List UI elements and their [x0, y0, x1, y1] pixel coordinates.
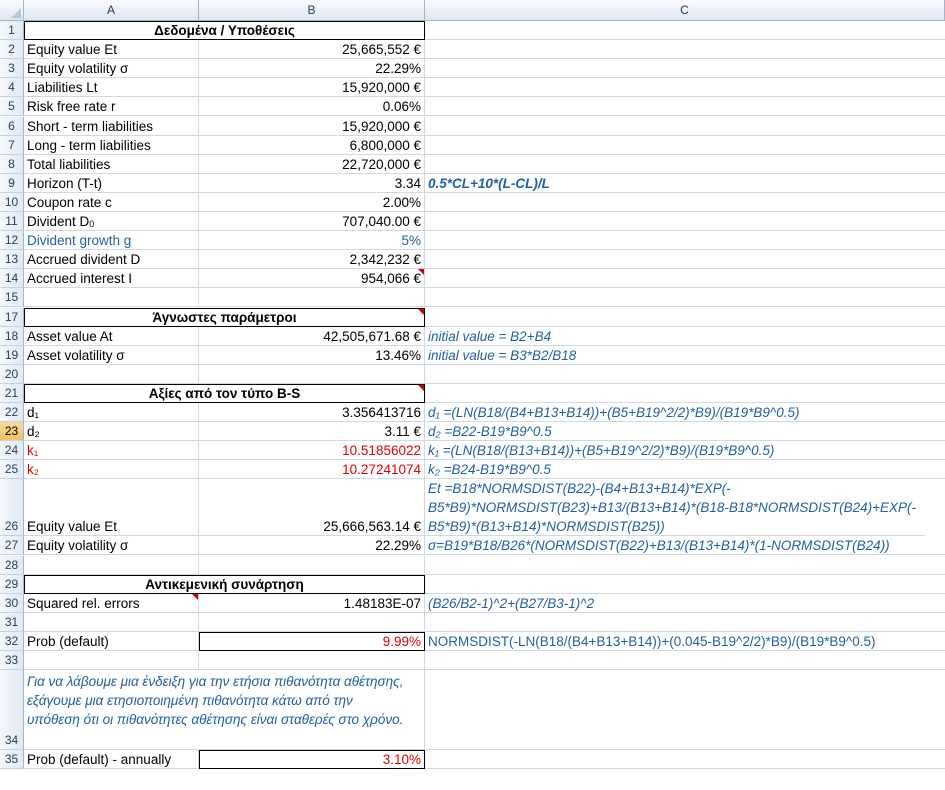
cell-b[interactable]: 1.48183E-07	[199, 594, 425, 613]
cell-a[interactable]	[24, 117, 199, 136]
cell-c[interactable]	[425, 575, 945, 594]
cell-b[interactable]: 954,066 €	[199, 269, 425, 288]
cell-c[interactable]	[425, 613, 945, 632]
cell-a-text: d₂	[27, 424, 40, 440]
cell-a-text: Risk free rate r	[27, 99, 116, 115]
cell-a-text: Equity volatility σ	[27, 61, 129, 77]
cell-a-text: Squared rel. errors	[27, 595, 140, 611]
cell-a[interactable]	[24, 556, 199, 575]
cell-a[interactable]	[24, 346, 199, 365]
cell-b[interactable]	[199, 651, 425, 670]
cell-a[interactable]	[24, 670, 425, 750]
cell-c[interactable]	[425, 269, 945, 288]
cell-a-text: Prob (default)	[27, 633, 109, 649]
cell-a-text: d₁	[27, 405, 40, 421]
cell-c[interactable]: 0.5*CL+10*(L-CL)/L	[425, 174, 945, 193]
row-header[interactable]: 25	[0, 460, 24, 479]
cell-b[interactable]: 13.46%	[199, 346, 425, 365]
sheet-row	[0, 479, 945, 536]
cell-b[interactable]: 42,505,671.68 €	[199, 327, 425, 346]
cell-a-text: Accrued divident D	[27, 252, 141, 268]
cell-a[interactable]	[24, 231, 199, 250]
cell-c[interactable]	[425, 136, 945, 155]
cell-a[interactable]	[24, 250, 199, 269]
sheet-row	[0, 670, 945, 750]
cell-a-text: Short - term liabilities	[27, 118, 154, 134]
cell-a[interactable]	[24, 327, 199, 346]
column-header-c[interactable]: C	[425, 0, 945, 21]
cell-a[interactable]	[24, 750, 199, 769]
sheet-row	[0, 136, 945, 155]
row-header[interactable]: 19	[0, 346, 24, 365]
sheet-row	[0, 594, 945, 613]
sheet-row	[0, 422, 945, 441]
cell-a[interactable]	[24, 441, 199, 460]
cell-b[interactable]: 2,342,232 €	[199, 250, 425, 269]
row-header[interactable]: 1	[0, 21, 24, 40]
cell-b[interactable]: 707,040.00 €	[199, 212, 425, 231]
cell-a[interactable]	[24, 193, 199, 212]
row-header[interactable]: 18	[0, 327, 24, 346]
sheet-row	[0, 327, 945, 346]
sheet-row	[0, 21, 945, 40]
cell-c[interactable]: d₁ =(LN(B18/(B4+B13+B14))+(B5+B19^2/2)*B9)/(B19*B9^0.5)	[425, 403, 945, 422]
row-header[interactable]: 31	[0, 613, 24, 632]
sheet-row	[0, 750, 945, 769]
cell-c[interactable]: initial value = B2+B4	[425, 327, 945, 346]
sheet-row	[0, 575, 945, 594]
cell-a[interactable]	[24, 536, 199, 555]
row-header[interactable]: 4	[0, 78, 24, 97]
cell-b[interactable]: 25,665,552 €	[199, 40, 425, 59]
row-header[interactable]: 23	[0, 422, 24, 441]
cell-c[interactable]: (B26/B2-1)^2+(B27/B3-1)^2	[425, 594, 945, 613]
cell-b[interactable]: 22.29%	[199, 59, 425, 78]
cell-a[interactable]	[24, 97, 199, 116]
row-header[interactable]: 27	[0, 536, 24, 555]
cell-b[interactable]: 25,666,563.14 €	[199, 479, 425, 536]
cell-b[interactable]: 15,920,000 €	[199, 78, 425, 97]
section-header-cell[interactable]: Δεδομένα / Υποθέσεις	[24, 21, 425, 40]
cell-b[interactable]: 6,800,000 €	[199, 136, 425, 155]
cell-a-text: Για να λάβουμε μια ένδειξη για την ετήσια πιθανότητα αθέτησης, εξάγουμε μια ετησιοποιημένη πιθανότητα κάτω από την υπόθεση ότι οι πιθανότητες αθέτησης είναι σταθερές στο χρόνο.	[27, 674, 404, 728]
row-header[interactable]: 14	[0, 269, 24, 288]
cell-a[interactable]	[24, 269, 199, 288]
cell-c[interactable]	[425, 97, 945, 116]
cell-a[interactable]	[24, 422, 199, 441]
cell-b[interactable]: 2.00%	[199, 193, 425, 212]
row-header[interactable]: 2	[0, 40, 24, 59]
cell-b[interactable]	[199, 613, 425, 632]
sheet-row	[0, 59, 945, 78]
cell-b[interactable]: 0.06%	[199, 97, 425, 116]
sheet-row	[0, 403, 945, 422]
row-header[interactable]: 34	[0, 670, 24, 750]
sheet-row	[0, 269, 945, 288]
section-header-cell[interactable]: Αξίες από τον τύπο B-S	[24, 384, 425, 403]
row-header[interactable]: 10	[0, 193, 24, 212]
cell-b[interactable]: 15,920,000 €	[199, 117, 425, 136]
row-header[interactable]: 32	[0, 632, 24, 651]
cell-a-text: Accrued interest I	[27, 271, 133, 287]
cell-a[interactable]	[24, 78, 199, 97]
cell-a-text: Divident D	[27, 214, 90, 230]
sheet-row	[0, 250, 945, 269]
sheet-row	[0, 78, 945, 97]
cell-c[interactable]	[425, 750, 945, 769]
select-all-corner[interactable]	[0, 0, 24, 21]
row-header[interactable]: 9	[0, 174, 24, 193]
cell-c[interactable]	[425, 365, 945, 384]
cell-a[interactable]	[24, 136, 199, 155]
row-header[interactable]: 12	[0, 231, 24, 250]
sheet-row	[0, 308, 945, 327]
section-header-cell[interactable]: Άγνωστες παράμετροι	[24, 308, 425, 327]
cell-c[interactable]	[425, 117, 945, 136]
row-header[interactable]: 13	[0, 250, 24, 269]
cell-b[interactable]	[199, 288, 425, 307]
row-header[interactable]: 35	[0, 750, 24, 769]
row-header[interactable]: 17	[0, 308, 24, 327]
cell-c[interactable]	[425, 556, 945, 575]
cell-c[interactable]	[425, 21, 945, 40]
cell-b[interactable]: 3.10%	[199, 750, 425, 769]
sheet-row	[0, 97, 945, 116]
sheet-row	[0, 556, 945, 575]
cell-a[interactable]	[24, 40, 199, 59]
cell-c[interactable]	[425, 40, 945, 59]
row-header[interactable]: 6	[0, 117, 24, 136]
cell-b[interactable]: 3.356413716	[199, 403, 425, 422]
cell-b[interactable]: 22,720,000 €	[199, 155, 425, 174]
cell-c[interactable]	[425, 288, 945, 307]
cell-b[interactable]: 5%	[199, 231, 425, 250]
cell-a[interactable]	[24, 365, 199, 384]
cell-c[interactable]: k₂ =B24-B19*B9^0.5	[425, 460, 945, 479]
cell-b[interactable]: 9.99%	[199, 632, 425, 651]
row-header[interactable]: 24	[0, 441, 24, 460]
cell-a[interactable]	[24, 460, 199, 479]
cell-a[interactable]	[24, 594, 199, 613]
sheet-row	[0, 212, 945, 231]
cell-a-text: Equity value Et	[27, 42, 118, 58]
sheet-row	[0, 231, 945, 250]
sheet-row	[0, 365, 945, 384]
cell-c[interactable]	[425, 651, 945, 670]
cell-a[interactable]	[24, 212, 199, 231]
cell-a-text: Prob (default) - annually	[27, 752, 172, 768]
row-header[interactable]: 8	[0, 155, 24, 174]
cell-a-text: Asset value At	[27, 328, 113, 344]
cell-c[interactable]	[425, 308, 945, 327]
cell-a[interactable]	[24, 632, 199, 651]
sheet-row	[0, 460, 945, 479]
sheet-row	[0, 346, 945, 365]
sheet-row	[0, 288, 945, 307]
cell-c[interactable]	[425, 193, 945, 212]
row-header[interactable]: 30	[0, 594, 24, 613]
cell-c[interactable]	[425, 155, 945, 174]
row-header[interactable]: 26	[0, 479, 24, 536]
cell-a-text: Equity value Et	[27, 519, 118, 535]
cell-c[interactable]	[425, 670, 945, 750]
cell-a-text: k₂	[27, 462, 39, 478]
sheet-row	[0, 441, 945, 460]
cell-c[interactable]	[425, 78, 945, 97]
cell-a[interactable]	[24, 59, 199, 78]
row-header[interactable]: 21	[0, 384, 24, 403]
sheet-row	[0, 384, 945, 403]
cell-a-text: k₁	[27, 443, 39, 459]
cell-a[interactable]	[24, 651, 199, 670]
row-header[interactable]: 11	[0, 212, 24, 231]
cell-a[interactable]	[24, 479, 199, 536]
row-header[interactable]: 28	[0, 556, 24, 575]
cell-a[interactable]	[24, 288, 199, 307]
cell-a-text: Coupon rate c	[27, 194, 112, 210]
row-header[interactable]: 22	[0, 403, 24, 422]
sheet-row	[0, 174, 945, 193]
sheet-row	[0, 536, 945, 555]
sheet-row	[0, 632, 945, 651]
cell-c[interactable]: k₁ =(LN(B18/(B13+B14))+(B5+B19^2/2)*B9)/(B19*B9^0.5)	[425, 441, 945, 460]
column-header-b[interactable]: B	[199, 0, 425, 21]
cell-b[interactable]	[199, 365, 425, 384]
column-header-a[interactable]: A	[24, 0, 199, 21]
row-header[interactable]: 5	[0, 97, 24, 116]
sheet-row	[0, 40, 945, 59]
cell-a-text: Asset volatility σ	[27, 347, 125, 363]
cell-a-text: Divident growth g	[27, 233, 132, 249]
section-header-cell[interactable]: Αντικεμενική συνάρτηση	[24, 575, 425, 594]
sheet-row	[0, 193, 945, 212]
sheet-row	[0, 155, 945, 174]
cell-a-text: Total liabilities	[27, 156, 111, 172]
row-header[interactable]: 3	[0, 59, 24, 78]
cell-a-text: Long - term liabilities	[27, 137, 151, 153]
cell-a-text: Horizon (T-t)	[27, 175, 103, 191]
cell-b[interactable]	[199, 556, 425, 575]
cell-b[interactable]: 10.51856022	[199, 441, 425, 460]
cell-c[interactable]: d₂ =B22-B19*B9^0.5	[425, 422, 945, 441]
cell-c[interactable]: σ=B19*B18/B26*(NORMSDIST(B22)+B13/(B13+B14)*(1-NORMSDIST(B24))	[425, 536, 945, 555]
sheet-row	[0, 613, 945, 632]
cell-a-text: Equity volatility σ	[27, 538, 129, 554]
cell-b[interactable]: 3.11 €	[199, 422, 425, 441]
cell-c[interactable]: NORMSDIST(-LN(B18/(B4+B13+B14))+(0.045-B19^2/2)*B9)/(B19*B9^0.5)	[425, 632, 945, 651]
sheet-row	[0, 117, 945, 136]
subscript-text: 0	[89, 219, 95, 230]
cell-a[interactable]	[24, 155, 199, 174]
cell-b[interactable]: 22.29%	[199, 536, 425, 555]
cell-c[interactable]	[425, 250, 945, 269]
cell-c[interactable]	[425, 212, 945, 231]
cell-a-text: Liabilities Lt	[27, 80, 98, 96]
cell-a[interactable]	[24, 174, 199, 193]
cell-c[interactable]: Et =B18*NORMSDIST(B22)-(B4+B13+B14)*EXP(-B5*B9)*NORMSDIST(B23)+B13/(B13+B14)*(B18-B18*NORMSDIST(B24)+EXP(-B5*B9)*(B13+B14)*NORMSDIST(B25))	[425, 479, 925, 536]
cell-a[interactable]	[24, 403, 199, 422]
cell-b[interactable]: 10.27241074	[199, 460, 425, 479]
cell-c[interactable]	[425, 59, 945, 78]
cell-c[interactable]: initial value = B3*B2/B18	[425, 346, 945, 365]
cell-b[interactable]: 3.34	[199, 174, 425, 193]
cell-a[interactable]	[24, 613, 199, 632]
row-header[interactable]: 29	[0, 575, 24, 594]
sheet-row	[0, 651, 945, 670]
row-header[interactable]: 33	[0, 651, 24, 670]
row-header[interactable]: 20	[0, 365, 24, 384]
cell-c[interactable]	[425, 231, 945, 250]
row-header[interactable]: 15	[0, 288, 24, 307]
row-header[interactable]: 7	[0, 136, 24, 155]
cell-c[interactable]	[425, 384, 945, 403]
